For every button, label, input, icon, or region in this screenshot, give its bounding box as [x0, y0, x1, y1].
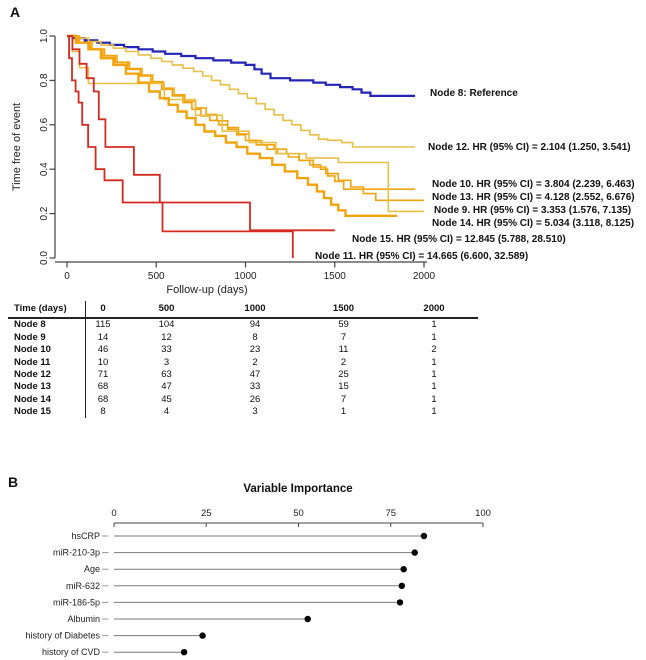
risk-table-value: 1 [431, 393, 437, 405]
risk-table-value: 0 [100, 303, 106, 315]
vi-category-label: Age [83, 564, 100, 575]
hr-annotation-node-14: Node 14. HR (95% CI) = 5.034 (3.118, 8.125) [432, 218, 635, 229]
vi-dot [412, 549, 418, 555]
risk-table-row [8, 319, 478, 331]
risk-table-row [8, 331, 478, 343]
vi-tick-label: 0 [111, 508, 117, 519]
risk-table-value: 4 [163, 406, 170, 418]
risk-table-value: 8 [252, 331, 258, 343]
risk-table-value: 11 [338, 344, 349, 356]
risk-table-row [8, 381, 478, 393]
risk-table-value: 3 [252, 406, 258, 418]
risk-table-node-label: Node 8 [8, 319, 86, 331]
risk-table-value: 2 [431, 344, 437, 356]
risk-table-value: 14 [97, 331, 109, 343]
risk-table-value: 1 [431, 369, 437, 380]
vi-title: Variable Importance [243, 483, 353, 495]
risk-table-value: 2 [340, 356, 347, 368]
vi-category-label: history of CVD [41, 647, 100, 658]
risk-table-value: 10 [97, 356, 109, 368]
risk-table-value: 46 [97, 344, 109, 356]
risk-table-row [8, 356, 478, 368]
y-tick-label: 0.0 [39, 251, 50, 265]
y-tick-label: 0.6 [39, 117, 50, 132]
risk-table-value: 1 [431, 319, 437, 331]
risk-table-value: 94 [249, 319, 261, 331]
hr-annotation-node-8: Node 8: Reference [430, 88, 518, 99]
vi-tick-label: 50 [293, 508, 304, 519]
y-tick-label: 0.4 [39, 162, 50, 177]
y-tick-label: 0.8 [39, 73, 50, 88]
risk-table-value: 68 [97, 393, 109, 405]
vi-dot [400, 566, 406, 572]
risk-table-value: 33 [249, 381, 261, 393]
x-tick-label: 2000 [412, 271, 436, 282]
x-tick-label: 0 [64, 271, 70, 282]
risk-table [8, 301, 478, 418]
hr-annotation-node-9: Node 9. HR (95% CI) = 3.353 (1.576, 7.135) [434, 205, 632, 216]
risk-table-value: 23 [249, 344, 261, 356]
risk-table-value: 25 [338, 369, 349, 380]
y-axis-title: Time free of event [11, 102, 23, 192]
x-axis-title: Follow-up (days) [166, 284, 248, 296]
km-curve-node-13 [67, 36, 424, 200]
risk-table-value: 1 [431, 406, 437, 418]
hr-annotation-node-13: Node 13. HR (95% CI) = 4.128 (2.552, 6.676) [432, 192, 635, 203]
risk-table-corner: Time (days) [8, 301, 86, 317]
hr-annotation-node-11: Node 11. HR (95% CI) = 14.665 (6.600, 32.589) [315, 251, 529, 262]
vi-category-label: hsCRP [71, 531, 100, 541]
y-tick-label: 0.2 [39, 206, 50, 221]
risk-table-value: 45 [161, 393, 172, 405]
risk-table-row [8, 406, 478, 418]
vi-dot [421, 533, 427, 539]
risk-table-value: 68 [97, 381, 109, 393]
vi-category-label: miR-210-3p [52, 547, 100, 558]
risk-table-value: 71 [97, 369, 109, 380]
risk-table-value: 1000 [244, 303, 266, 315]
risk-table-value: 7 [340, 331, 347, 343]
risk-table-node-label: Node 15 [8, 406, 86, 418]
risk-table-value: 47 [249, 369, 261, 380]
risk-table-row [8, 344, 478, 356]
vi-tick-label: 75 [385, 508, 397, 519]
risk-table-node-label: Node 12 [8, 369, 86, 381]
risk-table-value: 15 [338, 381, 349, 393]
risk-table-value: 7 [340, 393, 347, 405]
km-plot [0, 0, 646, 300]
risk-table-header [8, 301, 478, 319]
risk-table-value: 104 [158, 319, 175, 331]
vi-dot [199, 632, 205, 638]
x-tick-label: 1500 [323, 271, 346, 282]
risk-table-value: 33 [161, 344, 172, 356]
vi-category-label: history of Diabetes [25, 630, 100, 641]
panel-a-label: A [10, 4, 21, 20]
km-curve-node-10 [67, 36, 415, 189]
vi-category-label: miR-186-5p [52, 597, 100, 608]
hr-annotation-node-15: Node 15. HR (95% CI) = 12.845 (5.788, 28.510) [352, 234, 566, 245]
panel-b-label: B [8, 474, 19, 490]
vi-dot [181, 649, 187, 655]
vi-category-label: miR-632 [65, 580, 100, 591]
risk-table-value: 3 [163, 356, 170, 368]
hr-annotation-node-12: Node 12. HR (95% CI) = 2.104 (1.250, 3.541) [428, 142, 631, 153]
risk-table-value: 1 [431, 381, 437, 393]
risk-table-value: 1500 [332, 303, 355, 315]
risk-table-value: 8 [100, 406, 106, 418]
risk-table-row [8, 393, 478, 405]
vi-dot [305, 616, 311, 622]
risk-table-value: 26 [249, 393, 261, 405]
x-tick-label: 500 [147, 271, 165, 282]
risk-table-value: 47 [161, 381, 172, 393]
risk-table-node-label: Node 13 [8, 381, 86, 393]
risk-table-value: 2000 [423, 303, 445, 315]
variable-importance-plot [0, 470, 646, 660]
risk-table-value: 59 [338, 319, 349, 331]
vi-dot [399, 583, 405, 589]
hr-annotation-node-10: Node 10. HR (95% CI) = 3.804 (2.239, 6.463) [432, 179, 635, 190]
vi-dot [397, 599, 403, 605]
risk-table-value: 1 [431, 356, 437, 368]
risk-table-value: 12 [161, 331, 172, 343]
risk-table-value: 1 [431, 331, 437, 343]
vi-tick-label: 100 [475, 508, 491, 519]
risk-table-value: 1 [340, 406, 347, 418]
risk-table-node-label: Node 10 [8, 344, 86, 356]
risk-table-node-label: Node 14 [8, 393, 86, 405]
risk-table-node-label: Node 11 [8, 356, 86, 368]
risk-table-value: 500 [158, 303, 175, 315]
risk-table-node-label: Node 9 [8, 331, 86, 343]
risk-table-value: 2 [252, 356, 258, 368]
x-tick-label: 1000 [234, 271, 257, 282]
vi-tick-label: 25 [200, 508, 212, 519]
risk-table-row [8, 369, 478, 381]
km-curve-node-15 [67, 36, 335, 230]
risk-table-value: 115 [95, 319, 111, 331]
y-tick-label: 1.0 [39, 29, 50, 43]
risk-table-value: 63 [161, 369, 172, 380]
vi-category-label: Albumin [67, 614, 100, 624]
